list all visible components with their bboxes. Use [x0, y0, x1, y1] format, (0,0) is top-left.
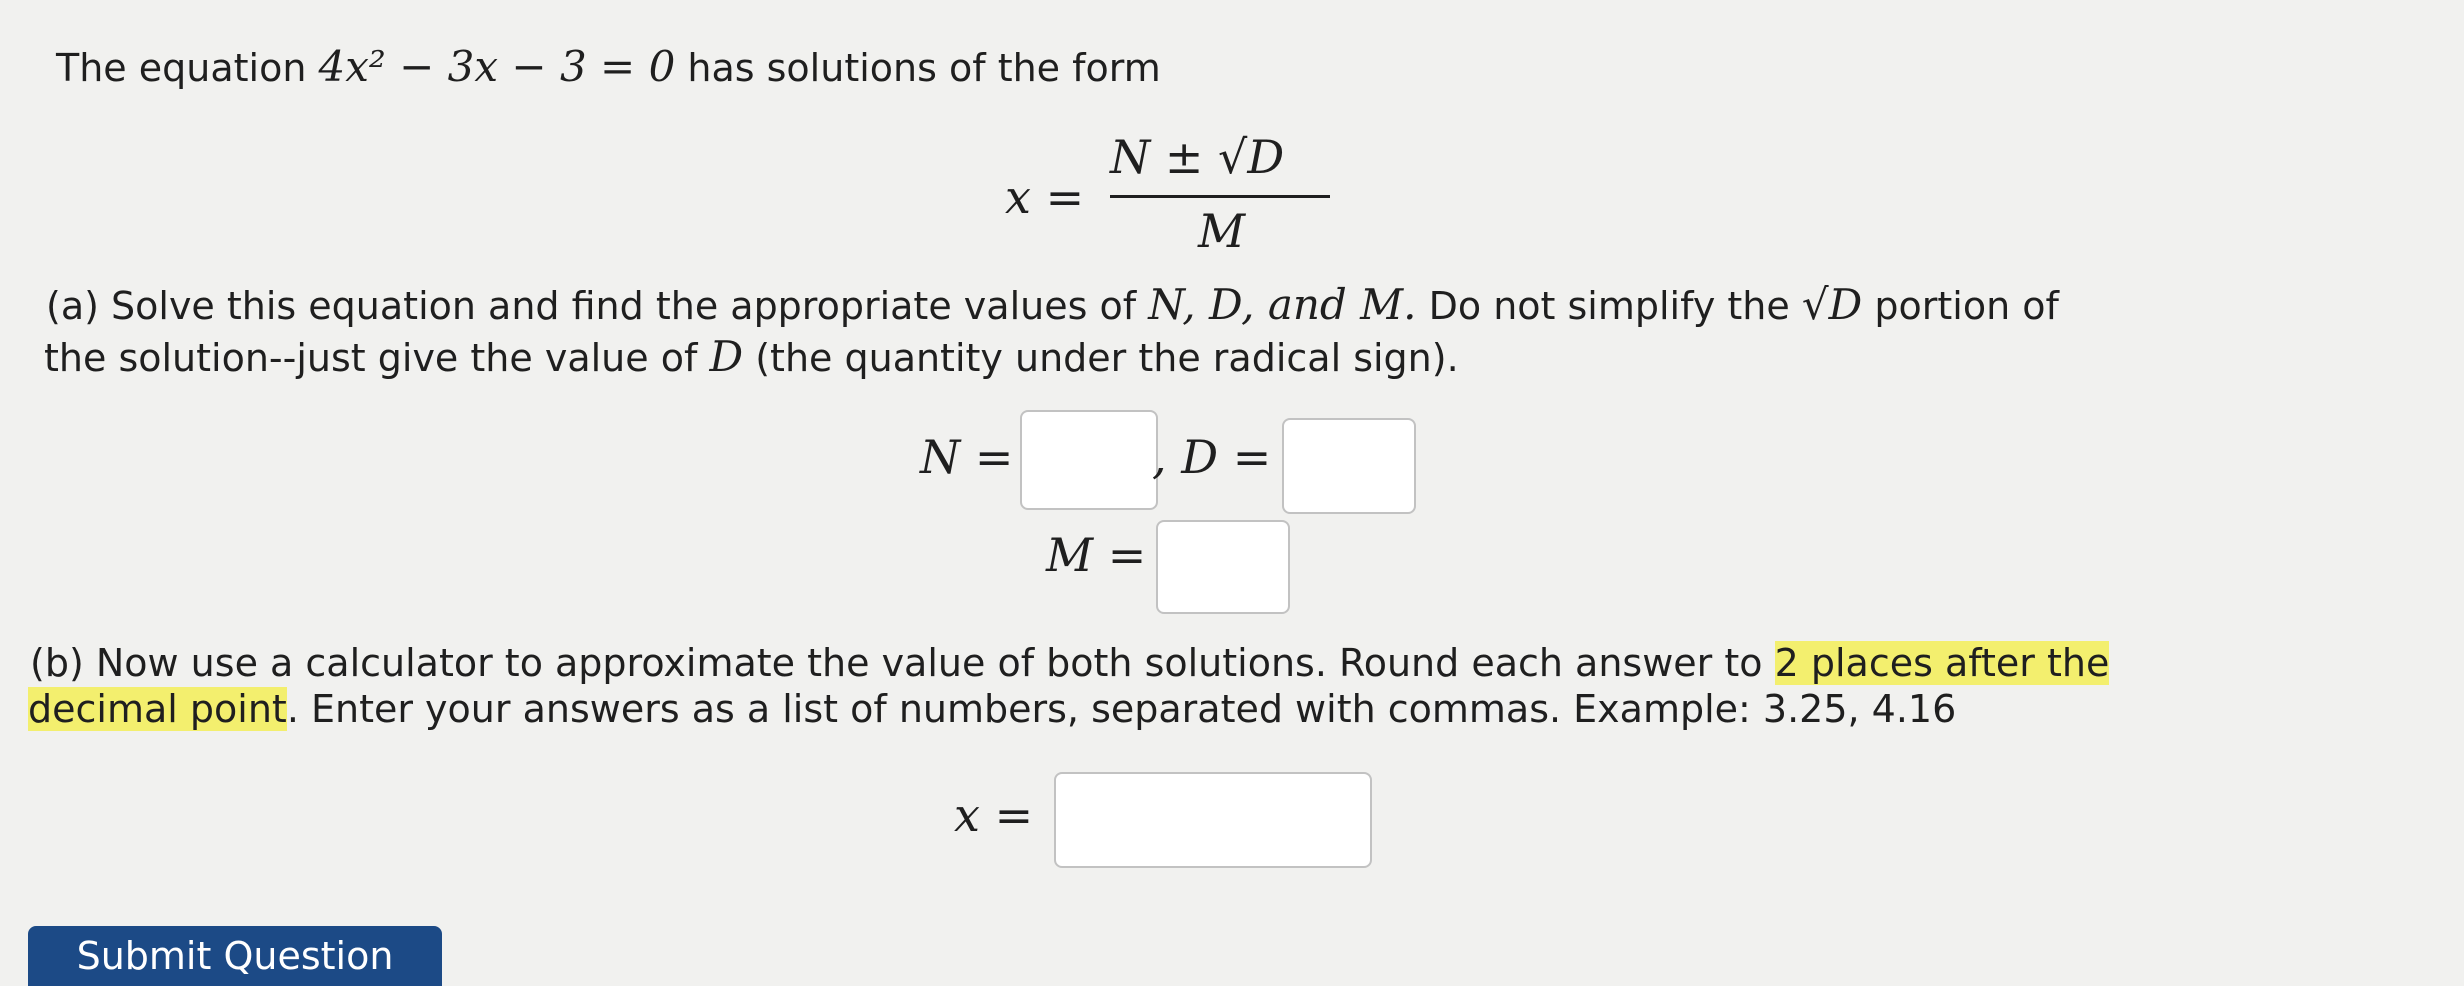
fraction-bar — [1110, 195, 1330, 198]
m-input[interactable] — [1156, 520, 1290, 614]
part-a-text4: the solution--just give the value of — [44, 336, 698, 380]
d-input[interactable] — [1282, 418, 1416, 514]
n-input[interactable] — [1020, 410, 1158, 510]
part-a-vars: N, D, and M. — [1148, 280, 1417, 329]
intro-suffix: has solutions of the form — [687, 46, 1161, 90]
part-a-d: D — [709, 332, 744, 381]
m-label: M = — [1046, 528, 1147, 582]
part-a-text2: Do not simplify the — [1428, 284, 1790, 328]
part-b-text2: . Enter your answers as a list of numbers, separated with commas. Example: 3.25, 4.16 — [286, 687, 1957, 731]
x-input[interactable] — [1054, 772, 1372, 868]
form-lhs: x = — [1005, 170, 1085, 224]
intro-prefix: The equation — [56, 46, 307, 90]
part-a-line2 — [44, 334, 1459, 381]
part-a-text5: (the quantity under the radical sign). — [755, 336, 1459, 380]
highlight-decimal-point: decimal point — [28, 687, 287, 731]
part-a-sqrt-d: √D — [1801, 280, 1863, 329]
part-a-text3: portion of — [1874, 284, 2059, 328]
d-label: , D = — [1152, 430, 1272, 484]
form-numerator: N ± √D — [1110, 130, 1285, 184]
part-b-line2 — [28, 686, 1956, 732]
intro-equation: 4x² − 3x − 3 = 0 — [318, 42, 676, 91]
n-label: N = — [920, 430, 1014, 484]
intro-line — [56, 44, 1161, 91]
part-a-line1 — [46, 282, 2059, 329]
part-b-text1: (b) Now use a calculator to approximate the value of both solutions. Round each answer to — [30, 641, 1763, 685]
x-label: x = — [954, 788, 1034, 842]
highlight-decimal-places: 2 places after the — [1774, 641, 2110, 685]
part-a-text1: (a) Solve this equation and find the appropriate values of — [46, 284, 1137, 328]
form-denominator: M — [1198, 204, 1246, 258]
submit-question-button[interactable]: Submit Question — [28, 926, 442, 986]
part-b-line1 — [30, 640, 2109, 686]
